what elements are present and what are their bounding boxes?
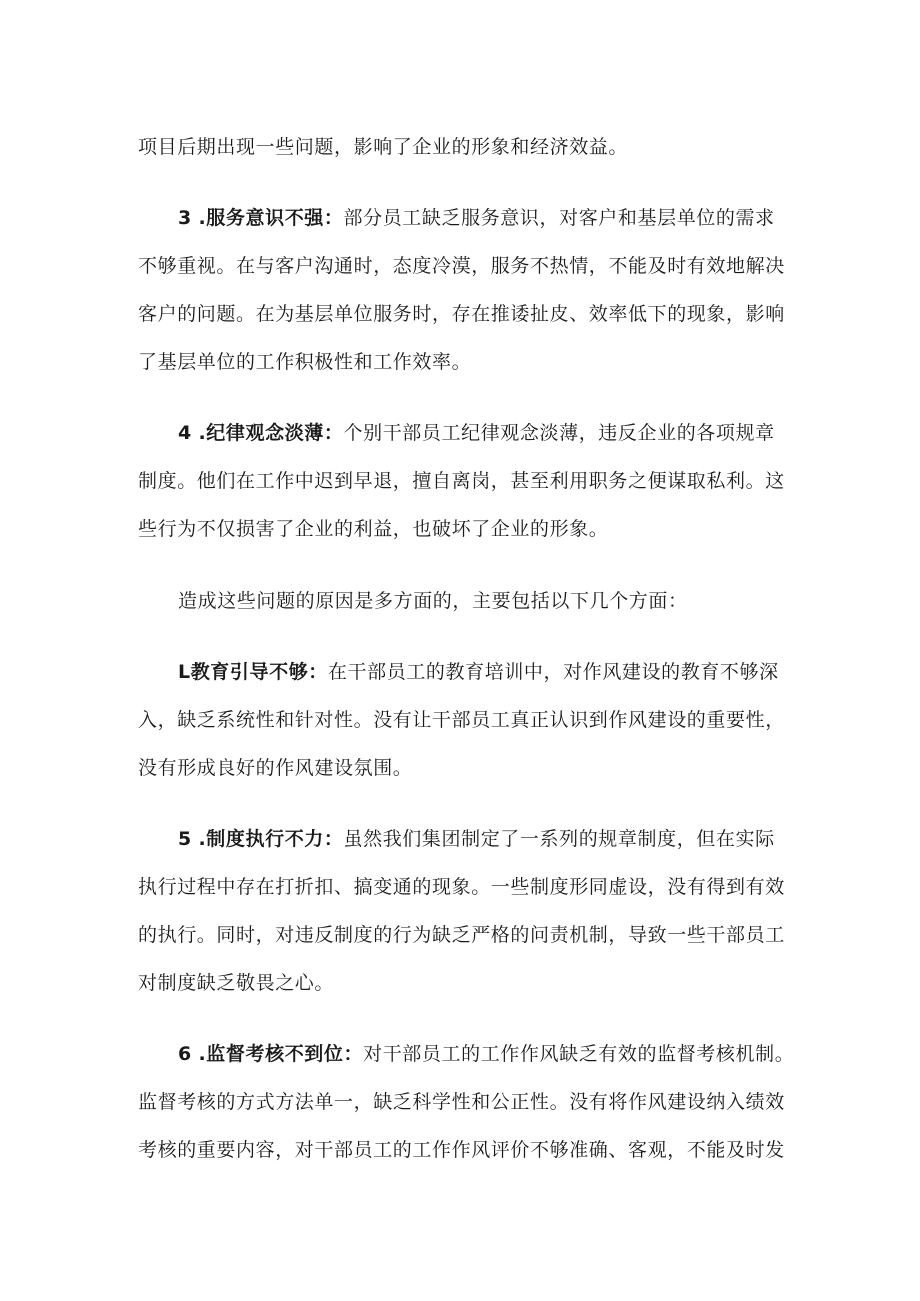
paragraph-line: 客户的问题。在为基层单位服务时，存在推诿扯皮、效率低下的现象，影响 bbox=[138, 303, 785, 325]
paragraph-first-line bbox=[178, 421, 775, 445]
item-number: 3 bbox=[178, 207, 192, 229]
paragraph-line: 考核的重要内容，对干部员工的工作作风评价不够准确、客观，不能及时发 bbox=[138, 1139, 785, 1161]
item-separator: . bbox=[198, 207, 207, 229]
paragraph-line: 执行过程中存在打折扣、搞变通的现象。一些制度形同虚设，没有得到有效 bbox=[138, 876, 785, 898]
item-text: 虽然我们集团制定了一系列的规章制度，但在实际 bbox=[343, 828, 775, 850]
item-separator: . bbox=[198, 422, 207, 444]
item-number: 4 bbox=[178, 422, 192, 444]
item-heading: 制度执行不力： bbox=[206, 828, 344, 850]
item-heading: 纪律观念淡薄： bbox=[206, 422, 344, 444]
item-separator: . bbox=[198, 1043, 207, 1065]
paragraph-line: 监督考核的方式方法单一，缺乏科学性和公正性。没有将作风建设纳入绩效 bbox=[138, 1091, 785, 1113]
paragraph-line: 没有形成良好的作风建设氛围。 bbox=[138, 757, 413, 779]
paragraph-line: 些行为不仅损害了企业的利益，也破坏了企业的形象。 bbox=[138, 518, 609, 540]
item-number: 5 bbox=[178, 828, 192, 850]
paragraph-line: 制度。他们在工作中迟到早退，擅自离岗，甚至利用职务之便谋取私利。这 bbox=[138, 470, 785, 492]
paragraph-first-line bbox=[178, 1042, 794, 1066]
paragraph-first-line bbox=[178, 206, 775, 230]
paragraph-line: 入，缺乏系统性和针对性。没有让干部员工真正认识到作风建设的重要性， bbox=[138, 709, 785, 731]
paragraph-first-line bbox=[178, 827, 775, 851]
paragraph-line: 对制度缺乏敬畏之心。 bbox=[138, 972, 335, 994]
paragraph-line: 了基层单位的工作积极性和工作效率。 bbox=[138, 351, 472, 373]
paragraph-line: 造成这些问题的原因是多方面的，主要包括以下几个方面： bbox=[178, 590, 688, 612]
item-text: 部分员工缺乏服务意识，对客户和基层单位的需求 bbox=[343, 207, 775, 229]
item-heading: L教育引导不够： bbox=[178, 661, 328, 683]
paragraph-line: 不够重视。在与客户沟通时，态度冷漠，服务不热情，不能及时有效地解决 bbox=[138, 255, 785, 277]
item-heading: 监督考核不到位： bbox=[206, 1043, 364, 1065]
item-separator: . bbox=[198, 828, 207, 850]
item-number: 6 bbox=[178, 1043, 192, 1065]
paragraph-line: 的执行。同时，对违反制度的行为缺乏严格的问责机制，导致一些干部员工 bbox=[138, 924, 785, 946]
item-text: 对干部员工的工作作风缺乏有效的监督考核机制。 bbox=[363, 1043, 795, 1065]
paragraph-line: 项目后期出现一些问题，影响了企业的形象和经济效益。 bbox=[138, 136, 629, 158]
item-text: 在干部员工的教育培训中，对作风建设的教育不够深 bbox=[327, 661, 779, 683]
item-text: 个别干部员工纪律观念淡薄，违反企业的各项规章 bbox=[343, 422, 775, 444]
paragraph-first-line bbox=[178, 660, 779, 684]
item-heading: 服务意识不强： bbox=[206, 207, 344, 229]
